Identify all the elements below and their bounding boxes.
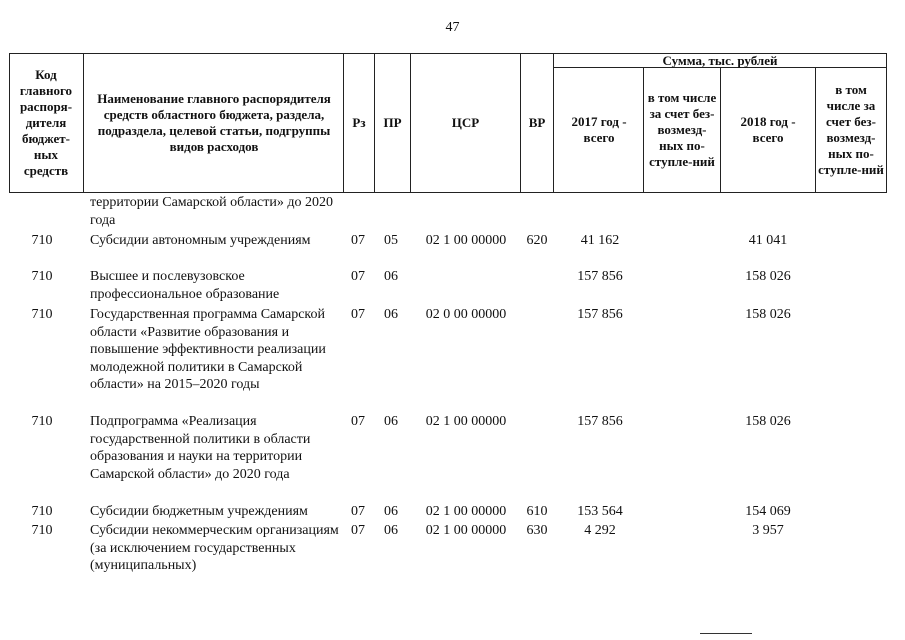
header-sum: Сумма, тыс. рублей bbox=[662, 52, 778, 68]
header-code: Код главного распоря-дителя бюджет-ных средств bbox=[19, 67, 73, 178]
header-2018-free: в том числе за счет без-возмезд-ных по-ступле-ний bbox=[818, 82, 884, 177]
col-line bbox=[374, 53, 375, 192]
row-name: Государственная программа Самарской области «Развитие образования и повышение эффективности реализации молодежной политики в Самарской области» на 2015–2020 годы bbox=[90, 307, 326, 392]
footer-line bbox=[700, 633, 752, 634]
row-name: Подпрограмма «Реализация государственной политики в области образования и науки на территории Самарской области» до 2020 года bbox=[90, 414, 311, 482]
col-line bbox=[9, 53, 10, 192]
row-code: 710 bbox=[31, 307, 53, 322]
row-vr: 630 bbox=[526, 523, 548, 538]
row-sum-2017: 157 856 bbox=[577, 414, 623, 429]
header-2017-total: 2017 год - всего bbox=[571, 114, 627, 145]
col-line bbox=[815, 67, 816, 192]
row-pr: 06 bbox=[384, 307, 398, 322]
header-pr: ПР bbox=[383, 115, 402, 130]
row-sum-2017: 157 856 bbox=[577, 307, 623, 322]
row-csr: 02 1 00 00000 bbox=[425, 504, 507, 519]
row-name: Высшее и послевузовское профессиональное образование bbox=[90, 269, 280, 302]
row-vr: 610 bbox=[526, 504, 548, 519]
row-csr: 02 1 00 00000 bbox=[425, 414, 507, 429]
col-line bbox=[83, 53, 84, 192]
row-code: 710 bbox=[31, 414, 53, 429]
row-sum-2018: 158 026 bbox=[745, 269, 791, 284]
header-vr: ВР bbox=[528, 115, 546, 130]
row-rz: 07 bbox=[351, 269, 365, 284]
header-2017-free: в том числе за счет без-возмезд-ных по-ступле-ний bbox=[647, 90, 717, 169]
row-name: Субсидии автономным учреждениям bbox=[90, 233, 311, 248]
row-sum-2017: 153 564 bbox=[577, 504, 623, 519]
col-line bbox=[553, 53, 554, 192]
row-pr: 06 bbox=[384, 269, 398, 284]
row-sum-2018: 158 026 bbox=[745, 414, 791, 429]
row-rz: 07 bbox=[351, 504, 365, 519]
row-rz: 07 bbox=[351, 523, 365, 538]
row-code: 710 bbox=[31, 233, 53, 248]
row-csr: 02 1 00 00000 bbox=[425, 233, 507, 248]
row-code: 710 bbox=[31, 269, 53, 284]
row-code: 710 bbox=[31, 523, 53, 538]
col-line bbox=[520, 53, 521, 192]
col-line bbox=[343, 53, 344, 192]
row-rz: 07 bbox=[351, 307, 365, 322]
row-sum-2018: 158 026 bbox=[745, 307, 791, 322]
page-number: 47 bbox=[445, 20, 460, 35]
row-csr: 02 0 00 00000 bbox=[425, 307, 507, 322]
row-name: Субсидии бюджетным учреждениям bbox=[90, 504, 308, 519]
row-sum-2018: 3 957 bbox=[752, 523, 784, 538]
row-rz: 07 bbox=[351, 414, 365, 429]
col-line bbox=[886, 53, 887, 192]
col-line bbox=[720, 67, 721, 192]
row-code: 710 bbox=[31, 504, 53, 519]
col-line bbox=[643, 67, 644, 192]
header-csr: ЦСР bbox=[451, 115, 480, 130]
row-sum-2017: 41 162 bbox=[580, 233, 620, 248]
row-pr: 06 bbox=[384, 414, 398, 429]
row-rz: 07 bbox=[351, 233, 365, 248]
col-line bbox=[410, 53, 411, 192]
header-2018-total: 2018 год - всего bbox=[740, 114, 796, 145]
row-sum-2018: 154 069 bbox=[745, 504, 791, 519]
row-pr: 06 bbox=[384, 504, 398, 519]
row-name: Субсидии некоммерческим организациям (за исключением государственных (муниципальных) bbox=[90, 523, 339, 573]
row-vr: 620 bbox=[526, 233, 548, 248]
row-pr: 05 bbox=[384, 233, 398, 248]
row-name: территории Самарской области» до 2020 года bbox=[90, 195, 333, 228]
header-name: Наименование главного распорядителя средств областного бюджета, раздела, подраздела, целевой статьи, подгруппы видов расходов bbox=[97, 91, 331, 154]
row-pr: 06 bbox=[384, 523, 398, 538]
row-csr: 02 1 00 00000 bbox=[425, 523, 507, 538]
row-sum-2017: 157 856 bbox=[577, 269, 623, 284]
row-sum-2017: 4 292 bbox=[584, 523, 616, 538]
header-rz: Рз bbox=[352, 115, 366, 130]
header-bottom-border bbox=[9, 192, 887, 193]
row-sum-2018: 41 041 bbox=[748, 233, 788, 248]
